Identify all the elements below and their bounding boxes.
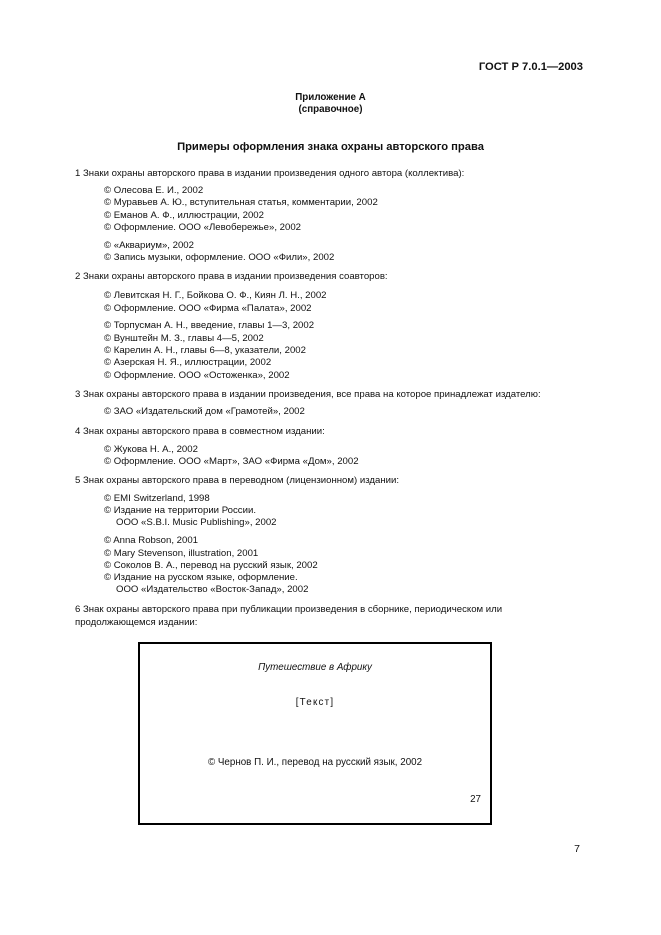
section-2-entry: © Вунштейн М. З., главы 4—5, 2002 bbox=[104, 333, 264, 344]
section-1-entry: © Запись музыки, оформление. ООО «Фили», 2002 bbox=[104, 252, 335, 263]
section-1-entry: © Олесова Е. И., 2002 bbox=[104, 185, 204, 196]
example-title: Путешествие в Африку bbox=[258, 662, 372, 673]
section-4-entry: © Жукова Н. А., 2002 bbox=[104, 444, 198, 455]
section-5-entry: ООО «S.B.I. Music Publishing», 2002 bbox=[116, 517, 277, 528]
section-1-heading: 1 Знаки охраны авторского права в издании произведения одного автора (коллектива): bbox=[75, 168, 465, 179]
section-3-entry: © ЗАО «Издательский дом «Грамотей», 2002 bbox=[104, 406, 305, 417]
section-2-entry: © Оформление. ООО «Фирма «Палата», 2002 bbox=[104, 303, 312, 314]
section-2-heading: 2 Знаки охраны авторского права в издании произведения соавторов: bbox=[75, 271, 388, 282]
example-page-number: 27 bbox=[470, 794, 481, 805]
example-text-placeholder: [Текст] bbox=[295, 697, 335, 708]
appendix-note: (справочное) bbox=[298, 104, 363, 115]
section-2-entry: © Оформление. ООО «Остоженка», 2002 bbox=[104, 370, 290, 381]
section-4-entry: © Оформление. ООО «Март», ЗАО «Фирма «Дом», 2002 bbox=[104, 456, 359, 467]
section-5-entry: © Mary Stevenson, illustration, 2001 bbox=[104, 548, 259, 559]
section-4-heading: 4 Знак охраны авторского права в совместном издании: bbox=[75, 426, 325, 437]
section-2-entry: © Левитская Н. Г., Бойкова О. Ф., Киян Л. Н., 2002 bbox=[104, 290, 327, 301]
example-copyright: © Чернов П. И., перевод на русский язык, 2002 bbox=[207, 757, 423, 768]
section-1-entry: © Оформление. ООО «Левобережье», 2002 bbox=[104, 222, 302, 233]
section-5-entry: ООО «Издательство «Восток-Запад», 2002 bbox=[116, 584, 309, 595]
section-5-entry: © Соколов В. А., перевод на русский язык, 2002 bbox=[104, 560, 318, 571]
standard-code: ГОСТ Р 7.0.1—2003 bbox=[478, 61, 583, 73]
section-5-entry: © EMI Switzerland, 1998 bbox=[104, 493, 210, 504]
section-6-heading: 6 Знак охраны авторского права при публикации произведения в сборнике, периодическом или продолжающемся издании: bbox=[75, 604, 503, 628]
section-1-entry: © Муравьев А. Ю., вступительная статья, комментарии, 2002 bbox=[104, 197, 378, 208]
section-1-entry: © Еманов А. Ф., иллюстрации, 2002 bbox=[104, 210, 264, 221]
section-2-entry: © Азерская Н. Я., иллюстрации, 2002 bbox=[104, 357, 272, 368]
section-2-entry: © Карелин А. Н., главы 6—8, указатели, 2002 bbox=[104, 345, 306, 356]
page-number: 7 bbox=[574, 843, 580, 855]
example-box bbox=[138, 642, 492, 825]
appendix-title: Приложение А bbox=[295, 92, 366, 103]
section-5-entry: © Издание на территории России. bbox=[104, 505, 256, 516]
section-5-entry: © Издание на русском языке, оформление. bbox=[104, 572, 298, 583]
section-3-heading: 3 Знак охраны авторского права в издании произведения, все права на которое принадлежат издателю: bbox=[75, 389, 541, 400]
section-5-heading: 5 Знак охраны авторского права в переводном (лицензионном) издании: bbox=[75, 475, 399, 486]
section-1-entry: © «Аквариум», 2002 bbox=[104, 240, 194, 251]
main-title: Примеры оформления знака охраны авторского права bbox=[177, 141, 484, 153]
section-2-entry: © Торпусман А. Н., введение, главы 1—3, 2002 bbox=[104, 320, 315, 331]
section-5-entry: © Anna Robson, 2001 bbox=[104, 535, 199, 546]
